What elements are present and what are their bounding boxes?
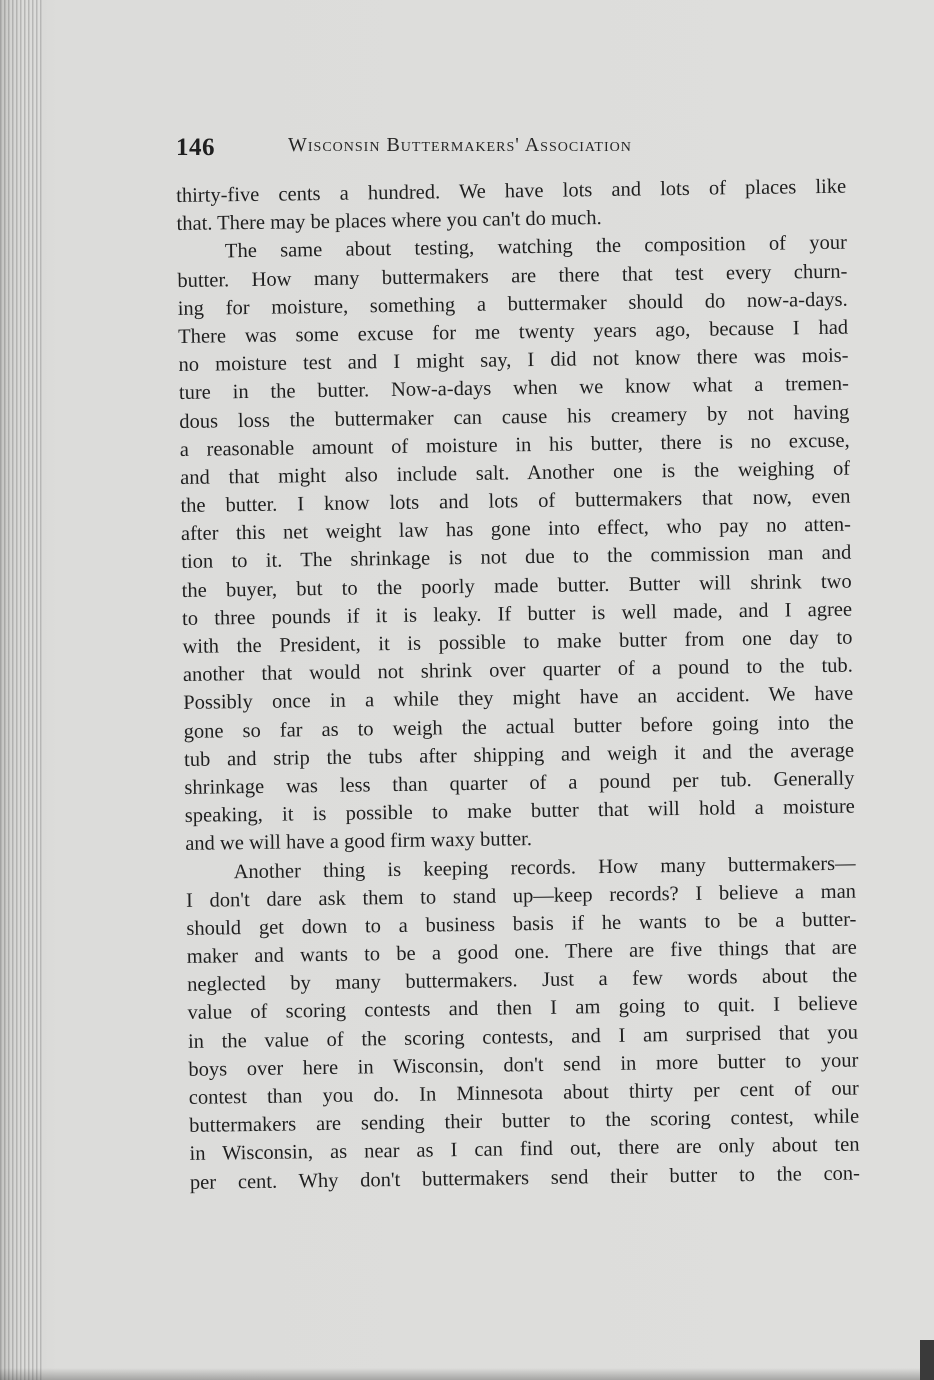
text-line: maker and wants to be a good one. There are five things that are — [186, 936, 857, 968]
text-line: tub and strip the tubs after shipping and weigh it and the average — [183, 739, 855, 771]
page-number: 146 — [176, 134, 215, 161]
text-line: per cent. Why don't buttermakers send their butter to the con- — [189, 1162, 861, 1194]
text-line: in Wisconsin, as near as I can find out, there are only about ten — [189, 1133, 860, 1166]
text-line: Possibly once in a while they might have an accident. We have — [183, 682, 854, 715]
text-line: There was some excuse for me twenty years ago, because I had — [178, 316, 849, 348]
text-line: I don't dare ask them to stand up—keep records? I believe a man — [185, 880, 857, 912]
text-line: buttermakers are sending their butter to the scoring contest, while — [189, 1105, 860, 1138]
page-header — [176, 128, 836, 168]
text-line: gone so far as to weigh the actual butter before going into the — [183, 711, 854, 743]
text-line: with the President, it is possible to make butter from one day to — [182, 626, 853, 658]
page-corner-shadow — [920, 1340, 934, 1380]
text-line: no moisture test and I might say, I did not know there was mois- — [178, 344, 849, 377]
text-line: to three pounds if it is leaky. If butter is well made, and I agree — [181, 598, 853, 630]
body-text — [176, 173, 860, 1197]
text-line: The same about testing, watching the composition of your — [224, 232, 848, 263]
text-line: and that might also include salt. Another one is the weighing of — [179, 457, 851, 489]
text-line: a reasonable amount of moisture in his butter, there is no excuse, — [179, 429, 850, 461]
text-line: contest than you do. In Minnesota about thirty per cent of our — [188, 1077, 859, 1109]
text-line: neglected by many buttermakers. Just a few words about the — [187, 964, 858, 997]
text-line: the buyer, but to the poorly made butter. Butter will shrink two — [181, 570, 852, 602]
text-line: speaking, it is possible to make butter that will hold a moisture — [184, 795, 855, 828]
page-bottom-edge — [0, 1368, 934, 1380]
text-line: ing for moisture, something a buttermaker should do now-a-days. — [177, 288, 848, 320]
text-line: tion to it. The shrinkage is not due to the commission man and — [181, 542, 852, 574]
text-line: in the value of the scoring contests, and I am surprised that you — [187, 1021, 859, 1053]
text-line: another that would not shrink over quarter of a pound to the tub. — [182, 654, 853, 687]
text-line: the butter. I know lots and lots of buttermakers that now, even — [180, 485, 851, 518]
text-line: ture in the butter. Now-a-days when we know what a tremen- — [178, 372, 850, 405]
text-line: dous loss the buttermaker can cause his creamery by not having — [179, 401, 850, 433]
running-head: Wisconsin Buttermakers' Association — [288, 134, 632, 156]
text-line: thirty-five cents a hundred. We have lots and lots of places like — [176, 175, 847, 207]
binding-gutter — [0, 0, 42, 1380]
text-line: and we will have a good firm waxy butter. — [185, 828, 533, 856]
text-line: should get down to a business basis if he wants to be a butter- — [186, 908, 857, 940]
text-line: that. There may be places where you can't do much. — [176, 207, 602, 236]
text-line: shrinkage was less than quarter of a pound per tub. Generally — [184, 767, 855, 799]
text-line: after this net weight law has gone into effect, who pay no atten- — [180, 513, 852, 546]
text-line: Another thing is keeping records. How many buttermakers— — [233, 852, 856, 883]
text-line: butter. How many buttermakers are there that test every churn- — [177, 260, 848, 292]
text-line: boys over here in Wisconsin, don't send in more butter to your — [188, 1049, 859, 1081]
text-line: value of scoring contests and then I am going to quit. I believe — [187, 993, 858, 1025]
